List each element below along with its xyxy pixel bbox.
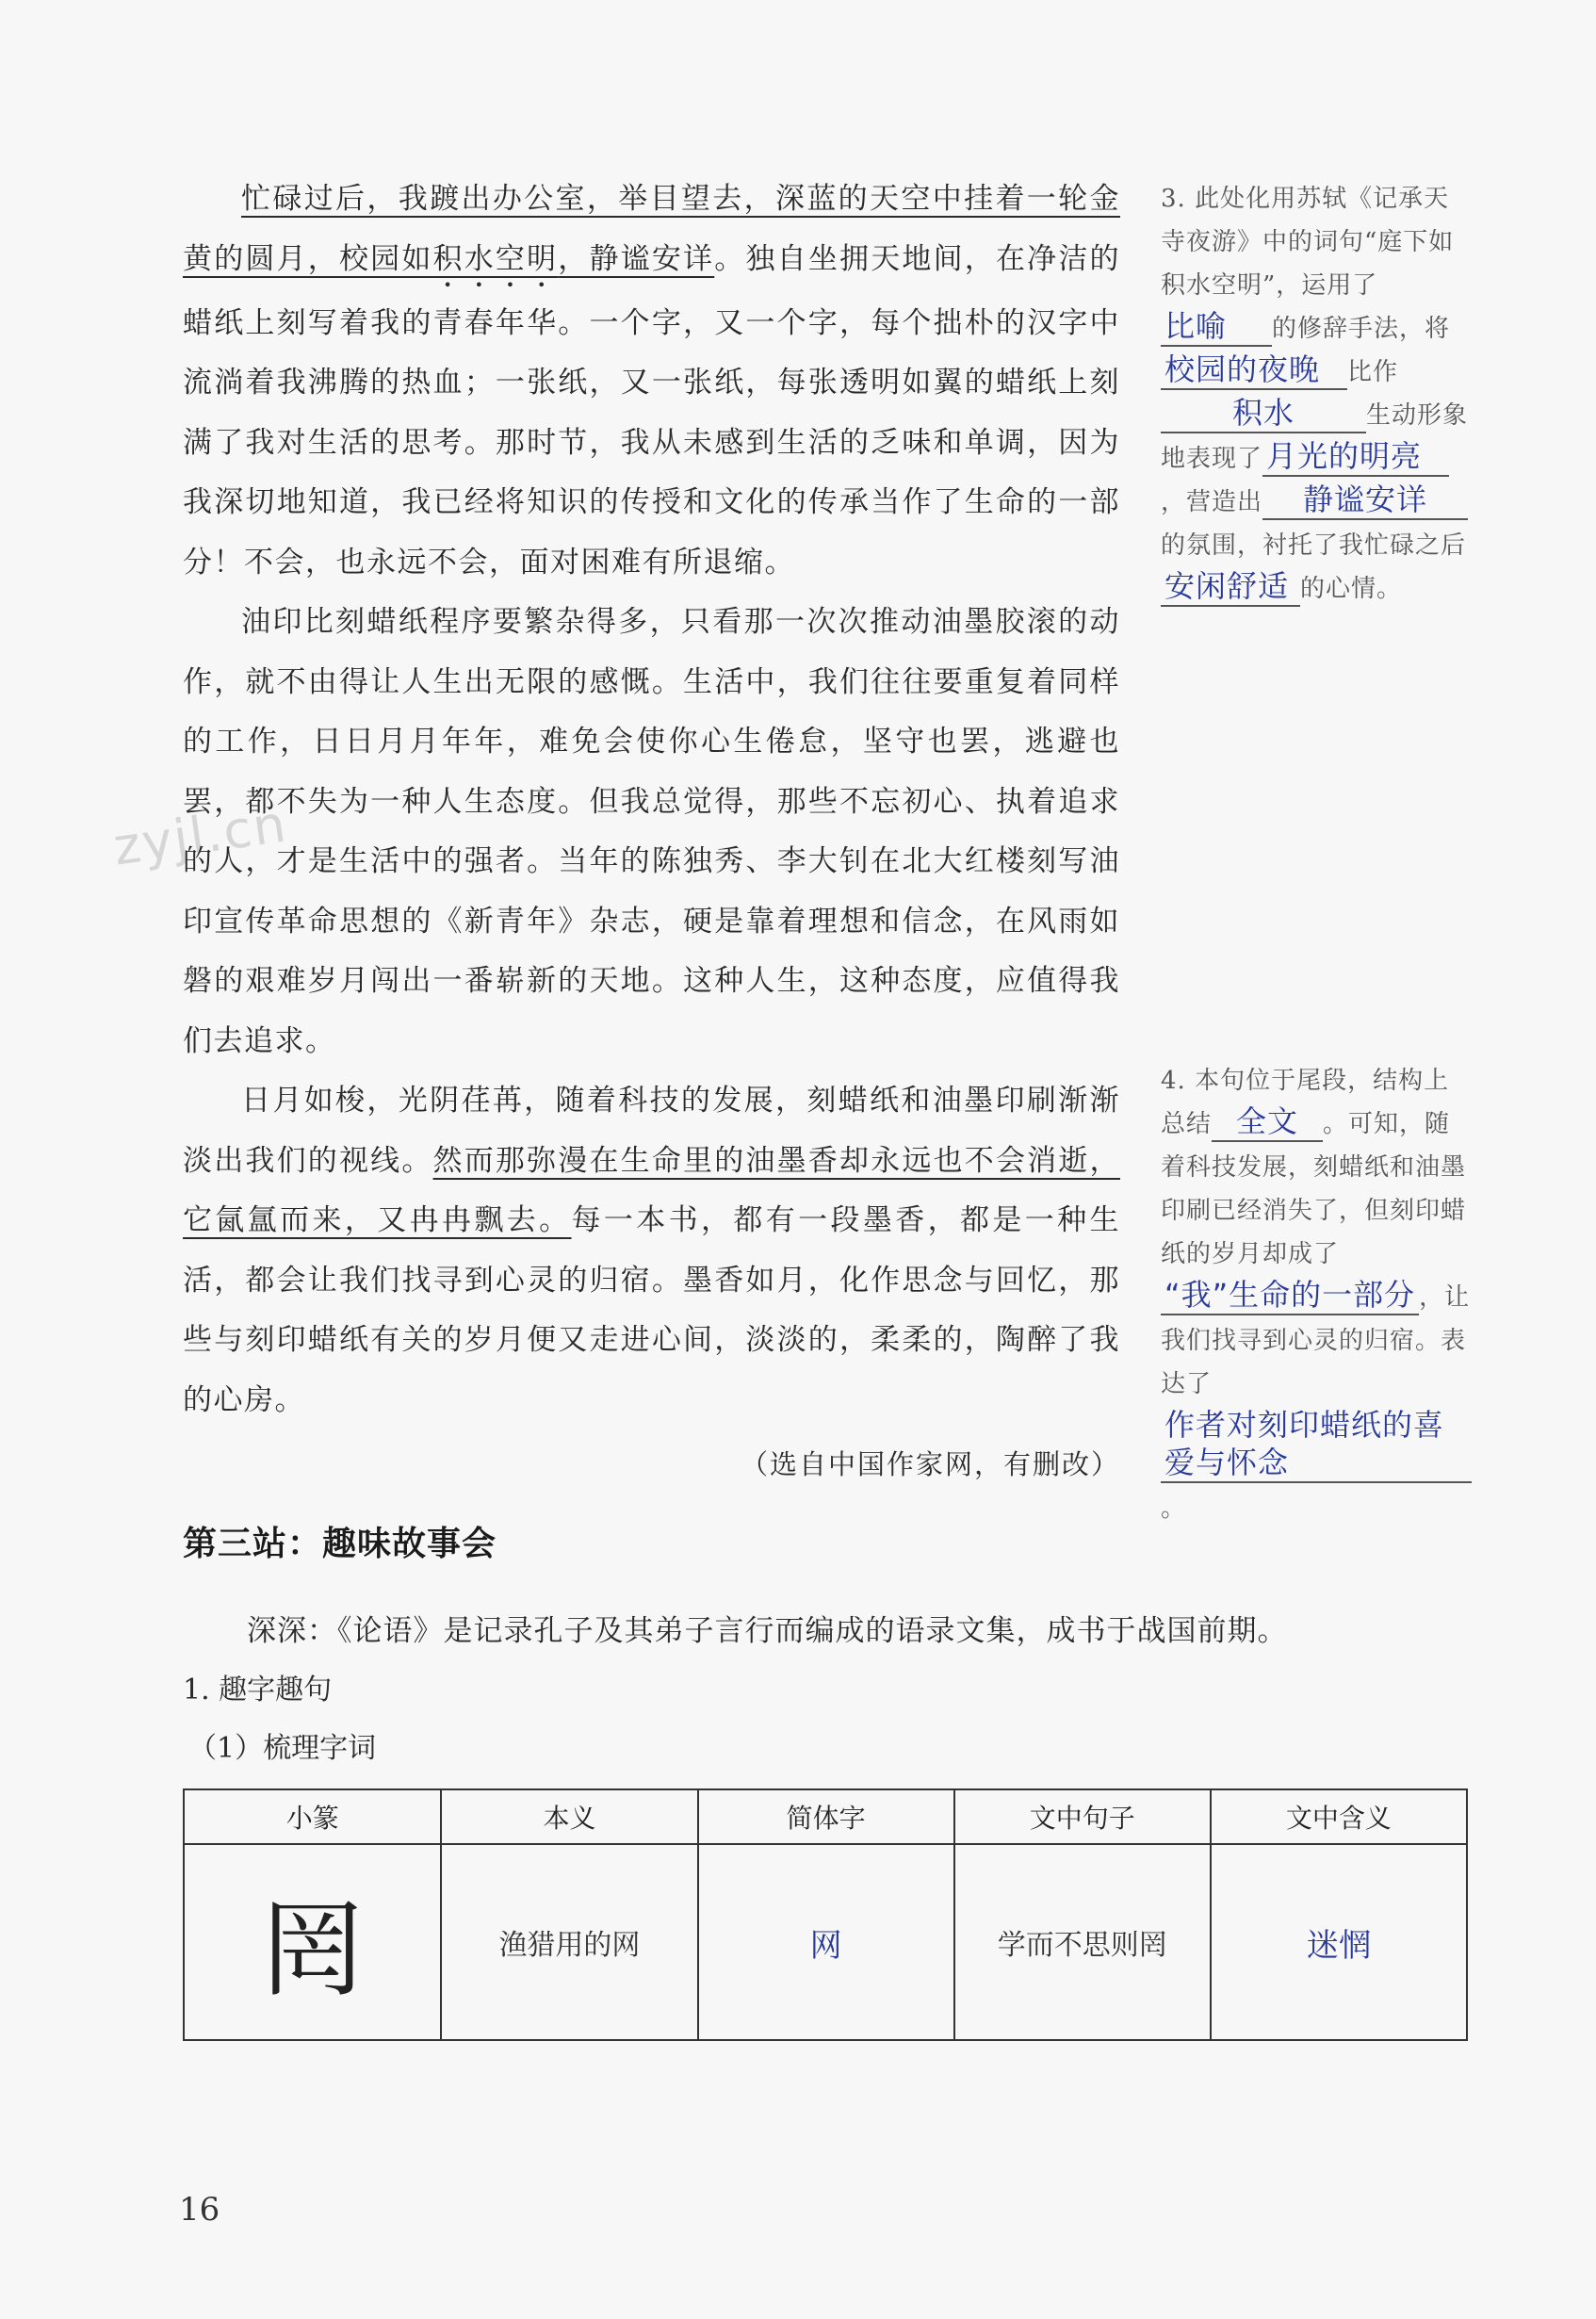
table-row	[184, 1844, 1467, 2040]
seal-script-character: 罔	[260, 1890, 365, 2011]
sub-item-heading: （1）梳理字词	[188, 1732, 377, 1765]
annotation-4: 4. 本句位于尾段，结构上总结 全文 。可知，随着科技发展，刻蜡纸和油墨印刷已经消失了，但刻印蜡纸的岁月却成了“我”生命的一部分 ，让我们找寻到心灵的归宿。表达了作者对刻印蜡纸的喜爱与怀念。	[1161, 1067, 1471, 1523]
table-header-row	[184, 1789, 1467, 1844]
reading-passage	[183, 170, 1120, 1482]
answer-4-2: “我”生命的一部分	[1161, 1276, 1419, 1315]
header-meaning: 文中含义	[1211, 1789, 1467, 1844]
answer-3-6: 安闲舒适	[1161, 567, 1300, 607]
underlined-sentence-1: 忙碌过后，我踱出办公室，举目望去，深蓝的天空中挂着一轮金黄的圆月，校园如积水空明，静谧安详	[183, 182, 1120, 276]
annotation-3: 3. 此处化用苏轼《记承天寺夜游》中的词句“庭下如积水空明”，运用了比喻 的修辞手法，将校园的夜晚 比作积水 生动形象地表现了 月光的明亮，营造出 静谧安详的氛围，衬托了我忙碌之后安闲舒适 的心情。	[1161, 177, 1472, 611]
cell-seal	[184, 1844, 441, 2040]
header-simplified: 简体字	[698, 1789, 954, 1844]
cell-original-meaning: 渔猎用的网	[441, 1844, 697, 2040]
cell-sentence: 学而不思则罔	[954, 1844, 1211, 2040]
answer-3-5: 静谧安详	[1262, 481, 1468, 520]
answer-3-2: 校园的夜晚	[1161, 351, 1347, 390]
header-seal: 小篆	[184, 1789, 441, 1844]
section-title: 第三站：趣味故事会	[183, 1525, 497, 1563]
paragraph-3: 日月如梭，光阴荏苒，随着科技的发展，刻蜡纸和油墨印刷渐渐淡出我们的视线。然而那弥漫在生命里的油墨香却永远也不会消逝，它氤氲而来，又冉冉飘去。每一本书，都有一段墨香，都是一种生活，都会让我们找寻到心灵的归宿。墨香如月，化作思念与回忆，那些与刻印蜡纸有关的岁月便又走进心间，淡淡的，柔柔的，陶醉了我的心房。	[183, 1084, 1121, 1417]
paragraph-2: 油印比刻蜡纸程序要繁杂得多，只看那一次次推动油墨胶滚的动作，就不由得让人生出无限的感慨。生活中，我们往往要重复着同样的工作，日日月月年年，难免会使你心生倦怠，坚守也罢，逃避也罢，都不失为一种人生态度。但我总觉得，那些不忘初心、执着追求的人，才是生活中的强者。当年的陈独秀、李大钊在北大红楼刻写油印宣传革命思想的《新青年》杂志，硬是靠着理想和信念，在风雨如磐的艰难岁月闯出一番崭新的天地。这种人生，这种态度，应值得我们去追求。	[183, 605, 1120, 1058]
word-table	[183, 1788, 1468, 2041]
answer-3-3: 积水	[1161, 394, 1366, 433]
header-original-meaning: 本义	[441, 1789, 697, 1844]
answer-3-1: 比喻	[1161, 307, 1272, 347]
paragraph-1: 忙碌过后，我踱出办公室，举目望去，深蓝的天空中挂着一轮金黄的圆月，校园如积水空明，静谧安详。独自坐拥天地间，在净洁的蜡纸上刻写着我的青春年华。一个字，又一个字，每个拙朴的汉字中流淌着我沸腾的热血；一张纸，又一张纸，每张透明如翼的蜡纸上刻满了我对生活的思考。那时节，我从未感到生活的乏味和单调，因为我深切地知道，我已经将知识的传授和文化的传承当作了生命的一部分！不会，也永远不会，面对困难有所退缩。	[183, 182, 1121, 580]
underlined-sentence-4: 然而那弥漫在生命里的油墨香却永远也不会消逝，它氤氲而来，又冉冉飘去。	[183, 1143, 1121, 1237]
item-heading: 1. 趣字趣句	[183, 1674, 333, 1707]
cell-meaning: 迷惘	[1211, 1844, 1467, 2040]
section-intro: 深深：《论语》是记录孔子及其弟子言行而编成的语录文集，成书于战国前期。	[247, 1614, 1288, 1648]
dotted-phrase: 积水空明	[432, 241, 559, 276]
watermark: zyjl.cn	[109, 793, 291, 877]
page-number: 16	[179, 2191, 220, 2229]
source-note: （选自中国作家网，有删改）	[740, 1448, 1120, 1480]
answer-4-3: 作者对刻印蜡纸的喜爱与怀念	[1161, 1406, 1472, 1483]
answer-4-1: 全文	[1212, 1102, 1323, 1142]
cell-simplified: 网	[698, 1844, 954, 2040]
answer-3-4: 月光的明亮	[1262, 437, 1449, 477]
header-sentence: 文中句子	[954, 1789, 1211, 1844]
